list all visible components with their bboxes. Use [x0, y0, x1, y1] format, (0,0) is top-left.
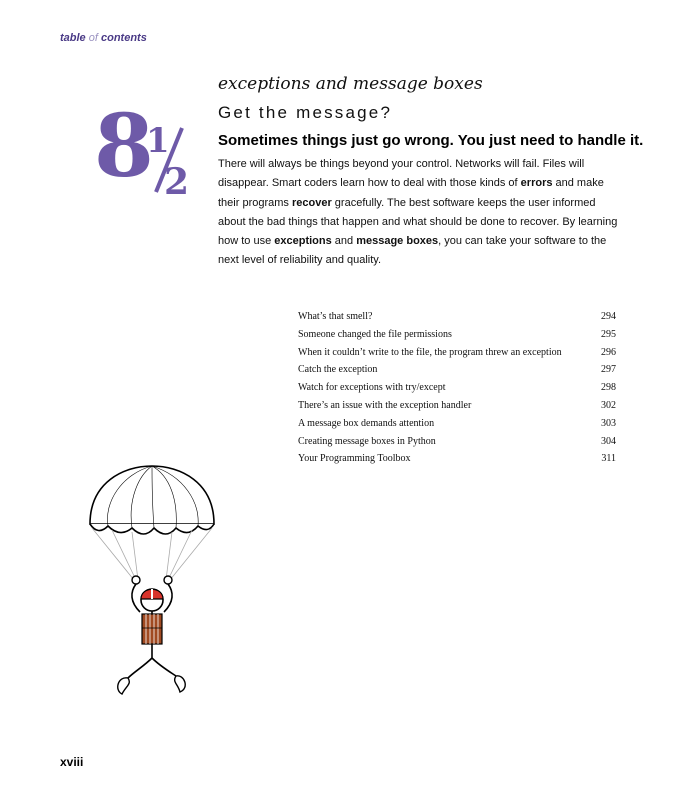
chapter-number [94, 96, 190, 198]
parachute-stick-figure-icon [86, 462, 218, 702]
running-header [60, 32, 147, 44]
page-number: xviii [60, 755, 84, 769]
intro-bold-term: recover [291, 196, 332, 209]
toc-entry-title: A message box demands attention [298, 417, 435, 429]
fraction-numerator: 1 [146, 121, 170, 161]
toc-entry-page: 297 [601, 364, 616, 376]
toc-entry[interactable] [298, 382, 616, 400]
toc-entry-title: Creating message boxes in Python [298, 435, 436, 447]
toc-entry-title: Someone changed the file permissions [298, 328, 452, 340]
fraction-denominator: 2 [164, 161, 190, 198]
toc-entry-title: What’s that smell? [298, 311, 373, 322]
toc-entry-page: 298 [601, 382, 616, 394]
toc-entry[interactable] [298, 347, 616, 365]
chapter-number-fraction [142, 118, 194, 198]
intro-bold-term: exceptions [274, 235, 332, 248]
intro-text: , you can take your software to the next level of reliability and quality. [218, 235, 607, 267]
toc-entry-title: There’s an issue with the exception handler [298, 399, 472, 411]
chapter-subtitle: Get the message? [218, 103, 393, 122]
intro-heading: Sometimes things just go wrong. You just need to handle it. [218, 132, 644, 149]
toc-entry-page: 302 [601, 399, 616, 411]
intro-bold-term: errors [520, 177, 553, 190]
toc-entry[interactable] [298, 436, 616, 454]
toc-entry[interactable] [298, 400, 616, 418]
chapter-number-main: 8 [94, 96, 152, 197]
intro-bold-term: message boxes [356, 235, 439, 248]
toc-list [298, 311, 616, 471]
intro-text: and make their programs [218, 177, 604, 209]
toc-entry-title: When it couldn’t write to the file, the program threw an exception [298, 346, 562, 358]
toc-entry-page: 304 [601, 435, 616, 447]
toc-entry-page: 295 [601, 328, 616, 340]
header-word-of: of [88, 32, 98, 44]
toc-entry[interactable] [298, 311, 616, 329]
toc-entry[interactable] [298, 453, 616, 471]
toc-entry-page: 296 [601, 346, 616, 358]
header-word-table: table [60, 32, 86, 44]
toc-entry-title: Watch for exceptions with try/except [298, 382, 446, 394]
toc-entry-title: Your Programming Toolbox [298, 453, 411, 465]
toc-entry-page: 311 [601, 453, 616, 465]
chapter-title: exceptions and message boxes [218, 74, 483, 94]
intro-text: gracefully. The best software keeps the user informed about the bad things that happen and what should be done to recover. By learning how to use [218, 196, 618, 248]
toc-entry-page: 303 [601, 417, 616, 429]
toc-entry[interactable] [298, 418, 616, 436]
toc-entry-title: Catch the exception [298, 364, 378, 376]
toc-entry[interactable] [298, 364, 616, 382]
toc-entry[interactable] [298, 329, 616, 347]
header-word-contents: contents [101, 32, 147, 44]
intro-text: There will always be things beyond your control. Networks will fail. Files will disappear. Smart coders learn how to deal with those kinds of [218, 158, 585, 190]
intro-body [218, 155, 618, 271]
toc-entry-page: 294 [601, 311, 616, 322]
intro-text: and [331, 235, 357, 248]
